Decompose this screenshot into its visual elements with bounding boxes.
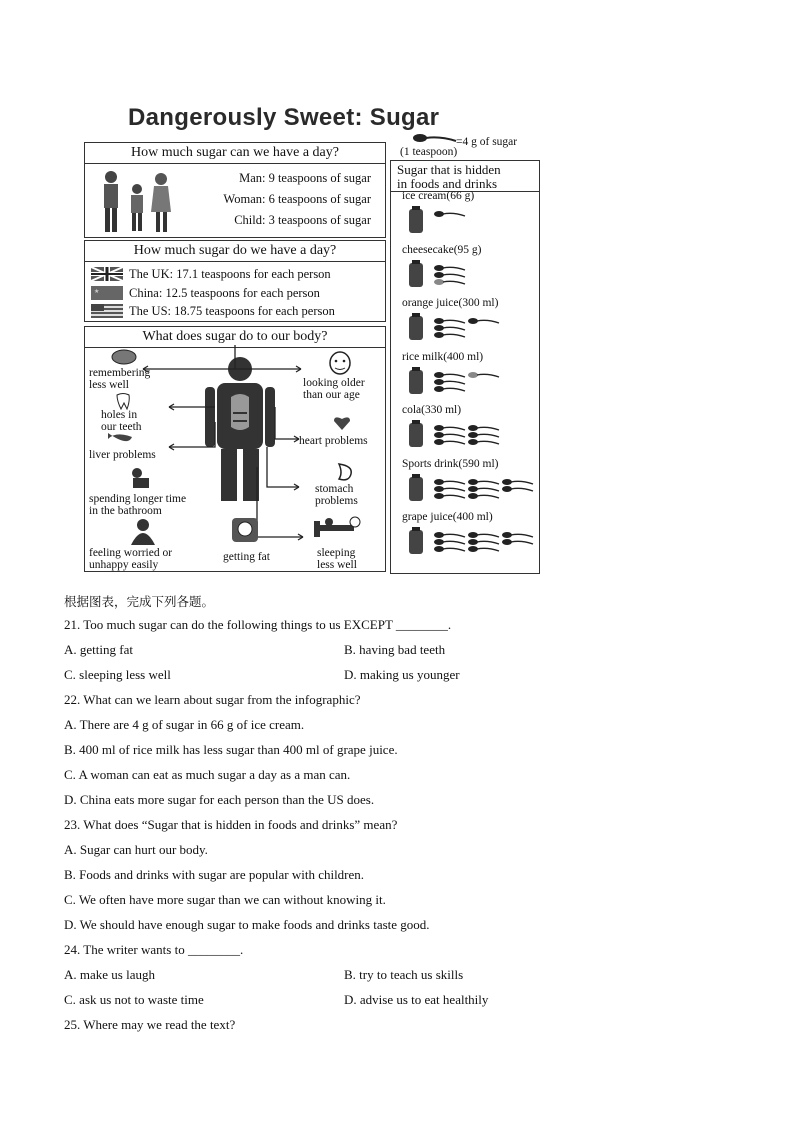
old-face-icon [329,351,351,375]
spoon-note: =4 g of sugar [456,136,518,148]
allowance-man: Man: 9 teaspoons of sugar [239,171,371,185]
q22-option-d: D. China eats more sugar for each person than the US does. [64,792,375,807]
q22-option-c: C. A woman can eat as much sugar a day as a man can. [64,767,351,782]
q21-stem: 21. Too much sugar can do the following things to us EXCEPT ________. [64,617,452,632]
cheesecake-icon [404,260,428,290]
q22-stem: 22. What can we learn about sugar from the infographic? [64,692,361,707]
q23-option-c: C. We often have more sugar than we can without knowing it. [64,892,386,907]
effect-stomach: stomach problems [315,483,358,507]
allowance-woman: Woman: 6 teaspoons of sugar [223,192,371,206]
heart-icon [333,415,351,431]
q25-stem: 25. Where may we read the text? [64,1017,236,1032]
cola-bottle-icon [404,420,428,450]
milk-carton-icon [404,367,428,397]
teaspoon-row [434,317,534,341]
toilet-icon [127,467,157,491]
hidden-item-label: orange juice(300 ml) [402,297,499,309]
spoon-sub: (1 teaspoon) [400,146,458,158]
hidden-heading: Sugar that is hidden in foods and drinks [397,162,501,191]
q21-option-d: D. making us younger [344,667,460,682]
svg-text:★: ★ [94,289,100,295]
panel-sugar-consumed [84,240,386,322]
bed-clock-icon [313,517,361,539]
panel3-heading: What does sugar do to our body? [85,327,385,348]
q23-option-a: A. Sugar can hurt our body. [64,842,208,857]
q24-option-a: A. make us laugh [64,967,155,982]
instruction: 根据图表，完成下列各题。 [64,594,215,609]
effect-fat: getting fat [223,551,270,563]
q22-option-b: B. 400 ml of rice milk has less sugar than 400 ml of grape juice. [64,742,398,757]
consumption-china: China: 12.5 teaspoons for each person [129,286,320,300]
panel2-heading: How much sugar do we have a day? [85,241,385,262]
china-flag-icon [91,286,123,300]
hidden-item-label: cola(330 ml) [402,404,462,416]
hidden-item-label: cheesecake(95 g) [402,243,482,256]
effect-memory: remembering less well [89,367,151,391]
scale-icon [231,517,259,543]
stomach-icon [335,463,353,481]
effect-liver: liver problems [89,449,156,461]
teaspoon-row [434,531,534,555]
teaspoon-row [434,264,534,288]
hidden-item-label: Sports drink(590 ml) [402,457,499,470]
effect-sleep: sleeping less well [317,547,357,571]
q22-option-a: A. There are 4 g of sugar in 66 g of ice cream. [64,717,305,732]
q24-option-b: B. try to teach us skills [344,967,464,982]
q23-option-d: D. We should have enough sugar to make foods and drinks taste good. [64,917,430,932]
grape-juice-bottle-icon [404,527,428,557]
q21-option-c: C. sleeping less well [64,667,171,682]
effect-worried: feeling worried or unhappy easily [89,547,173,571]
panel-sugar-allowed [84,142,386,238]
effect-teeth: holes in our teeth [101,409,142,433]
uk-flag-icon [91,267,123,281]
q21-option-b: B. having bad teeth [344,642,446,657]
consumption-us: The US: 18.75 teaspoons for each person [129,304,335,318]
worried-person-icon [129,517,157,545]
allowance-child: Child: 3 teaspoons of sugar [234,213,371,227]
effect-heart: heart problems [299,435,368,447]
q21-option-a: A. getting fat [64,642,133,657]
panel1-heading: How much sugar can we have a day? [85,143,385,164]
effect-bathroom: spending longer time in the bathroom [89,493,187,517]
teaspoon-row [434,371,534,395]
teaspoon-icon [412,132,456,146]
sports-drink-icon [404,474,428,504]
consumption-uk: The UK: 17.1 teaspoons for each person [129,267,331,281]
q23-option-b: B. Foods and drinks with sugar are popular with children. [64,867,365,882]
liver-icon [107,433,133,447]
teaspoon-row [434,424,534,448]
orange-juice-icon [404,313,428,343]
q24-option-d: D. advise us to eat healthily [344,992,489,1007]
hidden-item-label: grape juice(400 ml) [402,511,493,523]
us-flag-icon [91,304,123,318]
hidden-item-label: ice cream(66 g) [402,190,475,202]
q23-stem: 23. What does “Sugar that is hidden in foods and drinks” mean? [64,817,398,832]
family-icon [97,169,177,235]
teaspoon-row [434,478,534,502]
q24-option-c: C. ask us not to waste time [64,992,204,1007]
brain-icon [111,349,137,365]
q24-stem: 24. The writer wants to ________. [64,942,244,957]
teaspoon-row [434,210,534,234]
infographic-title: Dangerously Sweet: Sugar [128,104,440,131]
panel-sugar-effects [84,326,386,572]
tooth-icon [115,393,131,409]
effect-older: looking older than our age [303,377,365,401]
hidden-item-label: rice milk(400 ml) [402,350,484,363]
ice-cream-icon [404,206,428,236]
